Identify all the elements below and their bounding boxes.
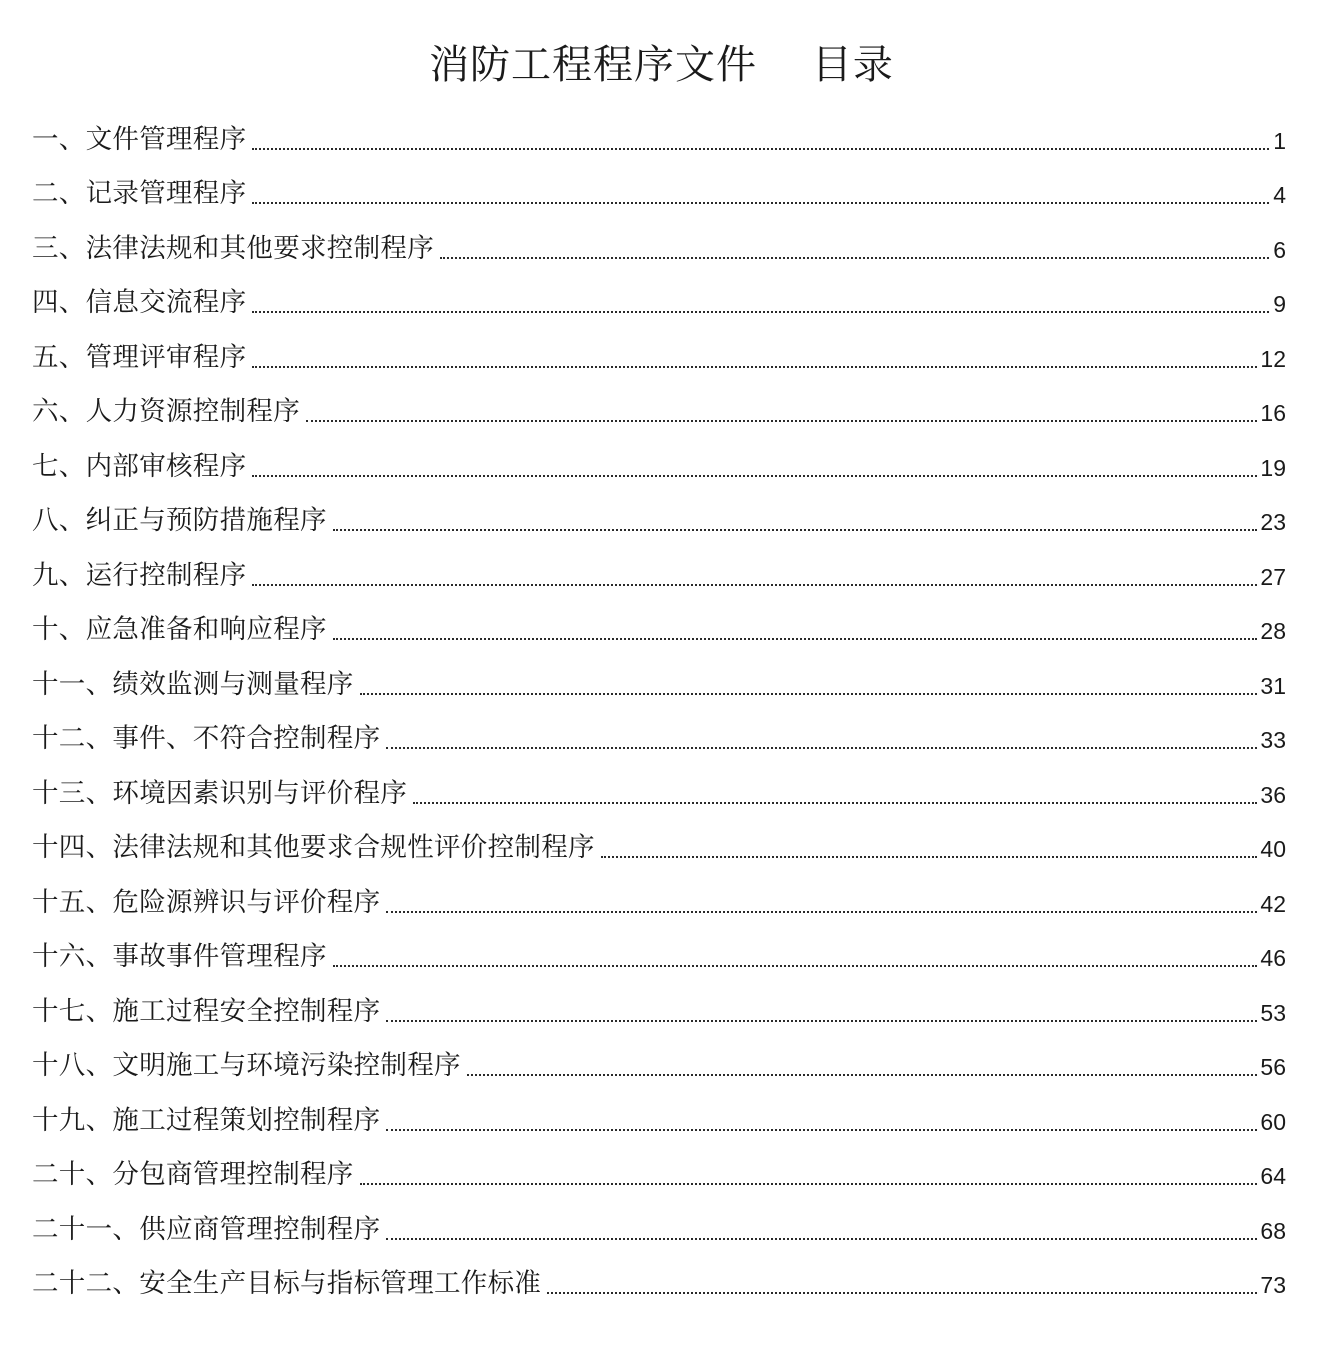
toc-page-number: 40: [1260, 836, 1286, 862]
toc-entry[interactable]: [32, 165, 1286, 220]
toc-page-number: 31: [1260, 672, 1286, 699]
toc-entry[interactable]: [32, 764, 1286, 819]
toc-dot-leader: [252, 475, 1257, 477]
toc-entry-label: 九、运行控制程序: [32, 559, 247, 591]
toc-dot-leader: [252, 202, 1269, 204]
toc-entry[interactable]: [32, 601, 1286, 656]
toc-entry-label: 八、纠正与预防措施程序: [32, 505, 327, 536]
toc-entry[interactable]: [32, 819, 1286, 874]
toc-entry-label: 十五、危险源辨识与评价程序: [32, 886, 381, 918]
toc-dot-leader: [333, 965, 1258, 967]
toc-dot-leader: [333, 529, 1258, 531]
toc-entry[interactable]: [32, 546, 1286, 601]
toc-page-number: 36: [1260, 781, 1286, 808]
toc-page-number: 53: [1260, 999, 1286, 1026]
toc-dot-leader: [252, 148, 1269, 150]
toc-entry[interactable]: [32, 873, 1286, 928]
toc-entry-label: 十、应急准备和响应程序: [32, 614, 327, 645]
toc-page-number: 46: [1260, 945, 1286, 971]
toc-page-number: 19: [1260, 454, 1286, 481]
toc-entry[interactable]: [32, 1091, 1286, 1146]
toc-entry-label: 十四、法律法规和其他要求合规性评价控制程序: [32, 832, 595, 863]
toc-page-number: 64: [1260, 1163, 1286, 1189]
toc-dot-leader: [252, 584, 1257, 586]
toc-page-number: 1: [1273, 127, 1286, 154]
toc-entry-label: 十一、绩效监测与测量程序: [32, 668, 354, 700]
toc-dot-leader: [360, 1183, 1258, 1185]
toc-dot-leader: [547, 1292, 1257, 1294]
toc-page-number: 42: [1260, 890, 1286, 917]
toc-page-number: 6: [1273, 236, 1286, 263]
toc-entry-label: 二十二、安全生产目标与指标管理工作标准: [32, 1268, 542, 1299]
toc-entry[interactable]: [32, 1037, 1286, 1092]
toc-entry[interactable]: [32, 655, 1286, 710]
toc-entry-label: 二、记录管理程序: [32, 178, 247, 209]
toc-page-number: 16: [1260, 400, 1286, 426]
toc-dot-leader: [467, 1074, 1258, 1076]
document-title: 消防工程程序文件 目录: [429, 42, 894, 88]
toc-entry[interactable]: [32, 1146, 1286, 1201]
toc-entry[interactable]: [32, 274, 1286, 329]
toc-dot-leader: [252, 311, 1269, 313]
toc-page-number: 73: [1260, 1272, 1286, 1298]
toc-dot-leader: [360, 693, 1258, 695]
toc-entry[interactable]: [32, 110, 1286, 165]
toc-dot-leader: [252, 366, 1257, 368]
toc-dot-leader: [601, 856, 1258, 858]
toc-entry-label: 二十、分包商管理控制程序: [32, 1159, 354, 1190]
toc-entry[interactable]: [32, 1255, 1286, 1310]
toc-dot-leader: [386, 1020, 1257, 1022]
toc-entry-label: 十二、事件、不符合控制程序: [32, 723, 381, 754]
toc-page-number: 60: [1260, 1108, 1286, 1135]
toc-page-number: 56: [1260, 1054, 1286, 1080]
toc-entry[interactable]: [32, 928, 1286, 983]
toc-dot-leader: [386, 747, 1257, 749]
toc-page-number: 4: [1273, 182, 1286, 208]
toc-entry[interactable]: [32, 982, 1286, 1037]
toc-entry-label: 六、人力资源控制程序: [32, 396, 300, 427]
table-of-contents: [32, 110, 1286, 1309]
toc-entry-label: 十八、文明施工与环境污染控制程序: [32, 1050, 461, 1081]
toc-entry-label: 七、内部审核程序: [32, 450, 247, 482]
toc-page-number: 28: [1260, 618, 1286, 644]
toc-entry-label: 三、法律法规和其他要求控制程序: [32, 232, 434, 264]
toc-page-number: 27: [1260, 563, 1286, 590]
toc-entry[interactable]: [32, 437, 1286, 492]
toc-entry[interactable]: [32, 492, 1286, 547]
toc-entry[interactable]: [32, 328, 1286, 383]
toc-entry-label: 一、文件管理程序: [32, 123, 247, 155]
toc-entry[interactable]: [32, 383, 1286, 438]
toc-dot-leader: [306, 420, 1257, 422]
toc-entry[interactable]: [32, 219, 1286, 274]
toc-entry-label: 十六、事故事件管理程序: [32, 941, 327, 972]
toc-page-number: 23: [1260, 509, 1286, 535]
toc-dot-leader: [413, 802, 1257, 804]
toc-dot-leader: [386, 1129, 1257, 1131]
toc-entry-label: 五、管理评审程序: [32, 341, 247, 373]
toc-entry-label: 十九、施工过程策划控制程序: [32, 1104, 381, 1136]
toc-entry[interactable]: [32, 710, 1286, 765]
toc-entry-label: 二十一、供应商管理控制程序: [32, 1213, 381, 1245]
toc-page-number: 9: [1273, 291, 1286, 317]
toc-entry[interactable]: [32, 1200, 1286, 1255]
toc-page-number: 12: [1260, 345, 1286, 372]
toc-entry-label: 十七、施工过程安全控制程序: [32, 995, 381, 1027]
toc-dot-leader: [333, 638, 1258, 640]
toc-dot-leader: [386, 1238, 1257, 1240]
toc-dot-leader: [440, 257, 1269, 259]
toc-page-number: 68: [1260, 1217, 1286, 1244]
toc-page-number: 33: [1260, 727, 1286, 753]
toc-dot-leader: [386, 911, 1257, 913]
toc-entry-label: 十三、环境因素识别与评价程序: [32, 777, 408, 809]
toc-entry-label: 四、信息交流程序: [32, 287, 247, 318]
